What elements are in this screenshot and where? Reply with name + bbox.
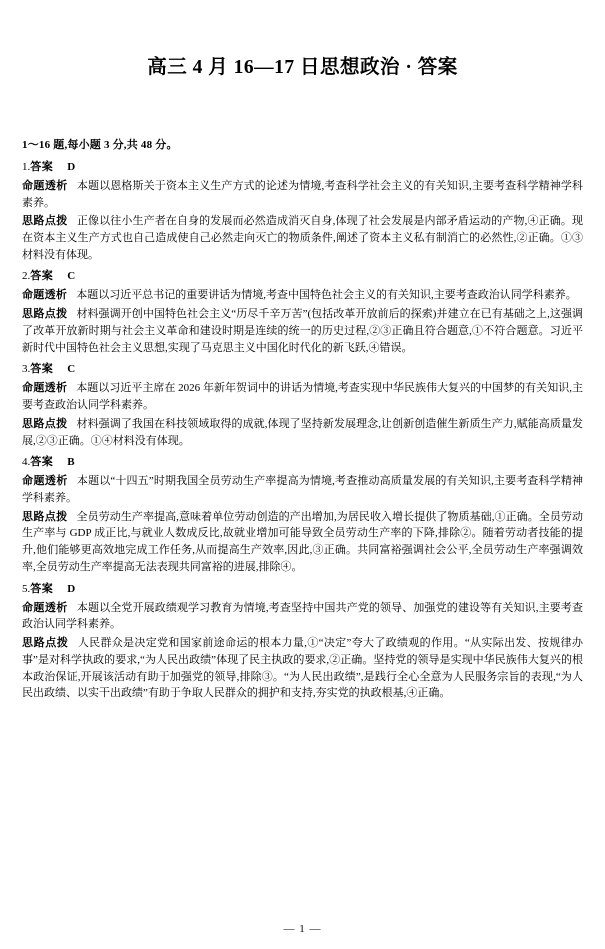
approach-text: 材料强调了我国在科技领域取得的成就,体现了坚持新发展理念,让创新创造催生新质生产力,赋能高质量发展,②③正确。①④材料没有体现。 — [22, 417, 584, 447]
page-title: 高三 4 月 16—17 日思想政治 · 答案 — [147, 57, 458, 78]
answer-value: D — [67, 160, 76, 173]
question-block — [22, 581, 583, 702]
analysis-label: 命题透析 — [22, 179, 68, 192]
analysis-label: 命题透析 — [22, 382, 68, 395]
question-block — [22, 454, 583, 575]
answer-label: 答案 — [30, 160, 54, 173]
approach-paragraph — [22, 509, 583, 576]
answer-value: C — [67, 363, 76, 376]
question-block — [22, 159, 583, 264]
approach-text: 全员劳动生产率提高,意味着单位劳动创造的产出增加,为居民收入增长提供了物质基础,①正确。全员劳动生产率与 GDP 成正比,与就业人数成反比,故就业增加可能导致全员劳动生产率的下降,排除②。随着劳动者技能的提升,他们能够更高效地完成工作任务,从而提高生产效率,因此,③正确。共同富裕强调社会公平,全员劳动生产率强调效率,全员劳动生产率提高无法表现共同富裕的进展,排除④。 — [22, 510, 584, 573]
question-number: 2. — [22, 270, 31, 283]
approach-label: 思路点拨 — [22, 417, 68, 430]
answer-label: 答案 — [30, 363, 54, 376]
approach-text: 正像以往小生产者在自身的发展而必然造成消灭自身,体现了社会发展是内部矛盾运动的产物,④正确。现在资本主义生产方式也自己造成使自己必然走向灭亡的物质条件,阐述了资本主义私有制消亡的必然性,②正确。①③材料没有体现。 — [22, 215, 584, 261]
analysis-text: 本题以全党开展政绩观学习教育为情境,考查坚持中国共产党的领导、加强党的建设等有关知识,主要考查政治认同学科素养。 — [22, 601, 584, 631]
approach-label: 思路点拨 — [22, 637, 69, 650]
approach-paragraph — [22, 213, 583, 263]
answer-value: B — [67, 456, 75, 469]
answer-line — [22, 361, 583, 378]
approach-paragraph — [22, 416, 583, 449]
approach-text: 人民群众是决定党和国家前途命运的根本力量,①“决定”夸大了政绩观的作用。“从实际出发、按规律办事”是对科学执政的要求,“为人民出政绩”体现了民主执政的要求,②正确。坚持党的领导是实现中华民族伟大复兴的根本政治保证,开展该活动有助于加强党的领导,排除③。“为人民出政绩”,是践行全心全意为人民服务宗旨的表现,“为人民出政绩、以实干出政绩”有助于争取人民群众的拥护和支持,夯实党的执政根基,④正确。 — [22, 637, 583, 700]
analysis-text: 本题以习近平主席在 2026 年新年贺词中的讲话为情境,考查实现中华民族伟大复兴的中国梦的有关知识,主要考查政治认同学科素养。 — [22, 382, 583, 412]
analysis-paragraph — [22, 600, 583, 633]
answer-line — [22, 454, 583, 471]
analysis-text: 本题以恩格斯关于资本主义生产方式的论述为情境,考查科学社会主义的有关知识,主要考查科学精神学科素养。 — [22, 179, 584, 209]
intro-line: 1～16 题,每小题 3 分,共 48 分。 — [22, 139, 178, 152]
analysis-label: 命题透析 — [22, 289, 68, 302]
approach-label: 思路点拨 — [22, 510, 68, 523]
question-number: 5. — [22, 582, 31, 595]
question-number: 3. — [22, 363, 31, 376]
analysis-paragraph — [22, 178, 583, 211]
analysis-paragraph — [22, 287, 583, 304]
analysis-text: 本题以“十四五”时期我国全员劳动生产率提高为情境,考查推动高质量发展的有关知识,主要考查科学精神学科素养。 — [22, 475, 583, 505]
question-number: 1. — [22, 160, 31, 173]
answer-value: C — [67, 270, 76, 283]
analysis-paragraph — [22, 380, 583, 413]
answer-label: 答案 — [30, 582, 54, 595]
approach-label: 思路点拨 — [22, 215, 68, 228]
approach-label: 思路点拨 — [22, 308, 68, 321]
approach-paragraph — [22, 306, 583, 356]
analysis-paragraph — [22, 473, 583, 506]
answer-line — [22, 159, 583, 176]
analysis-label: 命题透析 — [22, 601, 68, 614]
answer-value: D — [67, 582, 76, 595]
question-number: 4. — [22, 456, 31, 469]
analysis-text: 本题以习近平总书记的重要讲话为情境,考查中国特色社会主义的有关知识,主要考查政治认同学科素养。 — [76, 289, 577, 302]
answer-line — [22, 581, 583, 598]
answer-sheet-page — [0, 54, 605, 949]
approach-text: 材料强调开创中国特色社会主义“历尽千辛万苦”(包括改革开放前后的探索)并建立在已有基础之上,这强调了改革开放新时期与社会主义革命和建设时期是连续的统一的历史过程,②③正确且符合题意,①不符合题意。习近平新时代中国特色社会主义思想,实现了马克思主义中国化时代化的新飞跃,④错误。 — [22, 308, 584, 354]
answer-label: 答案 — [30, 270, 54, 283]
question-block — [22, 361, 583, 449]
approach-paragraph — [22, 635, 583, 702]
answer-label: 答案 — [30, 456, 54, 469]
answer-line — [22, 268, 583, 285]
question-block — [22, 268, 583, 356]
analysis-label: 命题透析 — [22, 475, 68, 488]
page-number: — 1 — — [283, 923, 322, 935]
